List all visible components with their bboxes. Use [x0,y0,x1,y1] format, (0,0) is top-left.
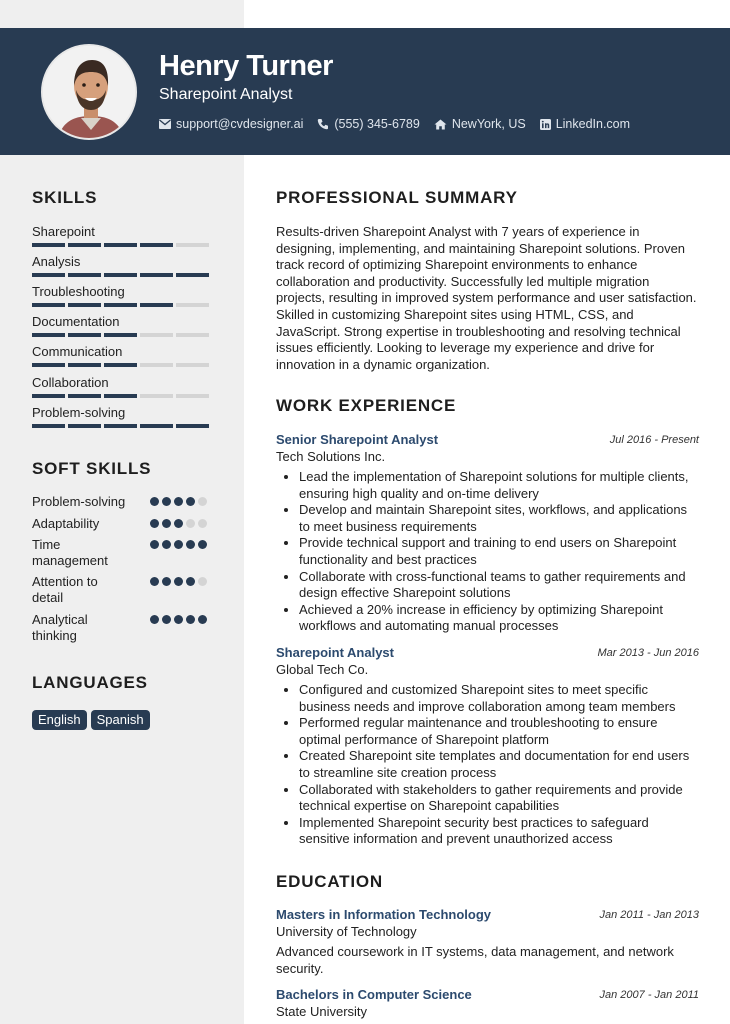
job-bullet: • Implemented Sharepoint security best practices to safeguard sensitive information and prevent unauthorized access [299,815,699,848]
skill-bar-segment [140,273,173,277]
education-description: Advanced coursework in IT systems, data management, and network security. [276,944,674,976]
contact-location [434,117,526,131]
rating-dot [162,615,171,624]
education-date: Jan 2011 - Jan 2013 [599,909,699,921]
skill-bar-segment [176,303,209,307]
rating-dot [186,615,195,624]
linkedin-icon [540,119,551,130]
rating-dot [198,519,207,528]
home-icon [434,119,447,130]
job-company: Global Tech Co. [276,662,369,677]
rating-dot [186,519,195,528]
skill-bar-segment [104,303,137,307]
profile-photo [43,46,137,140]
soft-skill-label: Problem-solving [32,494,126,509]
candidate-name: Henry Turner [159,50,333,82]
rating-dot [174,540,183,549]
job-date: Mar 2013 - Jun 2016 [597,647,699,659]
soft-skill-item [32,574,212,606]
rating-dot [186,577,195,586]
job-bullets [276,469,699,635]
skill-bar [32,394,212,398]
phone-icon [317,118,329,130]
skill-label: Collaboration [32,375,109,390]
skills-heading: SKILLS [32,188,98,207]
language-tag: English [32,710,87,730]
skill-bar-segment [176,333,209,337]
school-name: University of Technology [276,924,417,939]
job-bullet: • Configured and customized Sharepoint sites to meet specific business needs and improve collaboration among team members [299,682,699,715]
rating-dot [150,577,159,586]
summary-text: Results-driven Sharepoint Analyst with 7 years of experience in designing, implementing, and maintaining Sharepoint solutions. Proven track record of optimizing Sharepoint environments to enhance collaboration and productivity. Successfully led multiple migration projects, resulting in improved system performance and user satisfaction. Skilled in customizing Sharepoint sites using HTML, CSS, and JavaScript. Strong expertise in troubleshooting and resolving technical issues efficiently. Looking to leverage my experience and drive for innovation in a dynamic organization. [276,224,697,372]
job-bullet: • Collaborated with stakeholders to gather requirements and provide technical expertise on Sharepoint capabilities [299,782,699,815]
soft-skill-item [32,537,212,569]
skill-bar-segment [68,273,101,277]
language-list [32,710,154,730]
rating-dot [162,540,171,549]
skill-bar-segment [104,333,137,337]
resume-header [0,28,730,155]
skill-bar [32,303,212,307]
skill-bar-segment [140,243,173,247]
contact-location-text: NewYork, US [451,117,526,131]
job-title: Senior Sharepoint Analyst [276,432,439,447]
education-heading: EDUCATION [276,872,383,891]
rating-dot [174,519,183,528]
skill-bar-segment [176,424,209,428]
soft-skill-item [32,494,212,510]
skill-bar-segment [32,273,65,277]
languages-heading: LANGUAGES [32,673,148,692]
skill-bar-segment [68,394,101,398]
skill-label: Problem-solving [32,405,126,420]
soft-skills-heading: SOFT SKILLS [32,459,152,478]
skill-bar-segment [32,363,65,367]
rating-dot [174,497,183,506]
skill-bar-segment [68,243,101,247]
skill-bar [32,333,212,337]
skill-label: Communication [32,344,123,359]
soft-skill-label: Attention to detail [32,574,98,605]
skill-bar-segment [32,333,65,337]
rating-dot [150,540,159,549]
avatar [41,44,137,140]
skill-bar-segment [176,273,209,277]
skill-label: Sharepoint [32,224,95,239]
soft-skill-rating [150,615,210,624]
soft-skill-rating [150,577,210,586]
degree-title: Masters in Information Technology [276,907,492,922]
skill-bar-segment [104,273,137,277]
job-date: Jul 2016 - Present [609,434,699,446]
job-bullet: • Lead the implementation of Sharepoint solutions for multiple clients, ensuring high quality and on-time delivery [299,469,699,502]
skill-bar-segment [104,394,137,398]
skill-bar-segment [140,394,173,398]
skill-item [32,344,212,360]
skill-bar [32,243,212,247]
skill-item [32,224,212,240]
skill-bar-segment [32,394,65,398]
rating-dot [150,519,159,528]
job-entry [276,432,699,635]
job-bullet: • Achieved a 20% increase in efficiency by optimizing Sharepoint workflows and automating manual processes [299,602,699,635]
rating-dot [162,519,171,528]
job-bullet: • Performed regular maintenance and troubleshooting to ensure optimal performance of Sharepoint platform [299,715,699,748]
skill-bar-segment [32,303,65,307]
soft-skill-label: Time management [32,537,108,568]
rating-dot [150,615,159,624]
skill-bar-segment [176,243,209,247]
skill-bar-segment [104,424,137,428]
email-icon [159,119,171,129]
skill-bar-segment [32,424,65,428]
contact-phone[interactable] [317,117,419,131]
rating-dot [174,615,183,624]
language-tag: Spanish [91,710,150,730]
job-entry [276,645,699,848]
contact-linkedin[interactable] [540,117,630,131]
rating-dot [150,497,159,506]
contact-linkedin-text: LinkedIn.com [555,117,631,131]
job-bullet: • Collaborate with cross-functional teams to gather requirements and design effective Sharepoint solutions [299,569,699,602]
skill-bar-segment [68,303,101,307]
skill-label: Documentation [32,314,120,329]
soft-skill-rating [150,519,210,528]
job-bullet: • Created Sharepoint site templates and documentation for end users to streamline site creation process [299,748,699,781]
summary-heading: PROFESSIONAL SUMMARY [276,188,518,207]
skill-bar [32,363,212,367]
rating-dot [162,577,171,586]
skill-bar [32,273,212,277]
skill-bar-segment [68,333,101,337]
contact-email[interactable] [159,117,303,131]
skill-bar-segment [140,363,173,367]
education-entry [276,907,699,977]
soft-skill-label: Analytical thinking [32,612,88,643]
job-bullet: • Develop and maintain Sharepoint sites, workflows, and applications to meet business requirements [299,502,699,535]
job-bullets [276,682,699,848]
rating-dot [198,615,207,624]
school-name: State University [276,1004,368,1019]
rating-dot [174,577,183,586]
rating-dot [186,497,195,506]
contact-email-text: support@cvdesigner.ai [176,117,304,131]
rating-dot [162,497,171,506]
education-entry [276,987,699,1020]
job-company: Tech Solutions Inc. [276,449,386,464]
candidate-title: Sharepoint Analyst [159,86,293,103]
soft-skill-rating [150,540,210,549]
skill-bar-segment [140,333,173,337]
skill-label: Troubleshooting [32,284,125,299]
job-title: Sharepoint Analyst [276,645,394,660]
skill-item [32,254,212,270]
skill-item [32,284,212,300]
soft-skill-label: Adaptability [32,516,100,531]
soft-skill-item [32,516,212,532]
soft-skill-rating [150,497,210,506]
skill-bar-segment [176,394,209,398]
contact-bar [159,117,644,131]
degree-title: Bachelors in Computer Science [276,987,472,1002]
job-bullet: • Provide technical support and training to end users on Sharepoint functionality and best practices [299,535,699,568]
rating-dot [198,497,207,506]
work-heading: WORK EXPERIENCE [276,396,457,415]
skill-bar-segment [104,243,137,247]
education-date: Jan 2007 - Jan 2011 [599,989,699,1001]
skill-item [32,405,212,421]
skill-item [32,314,212,330]
rating-dot [198,540,207,549]
skill-bar-segment [176,363,209,367]
skill-bar [32,424,212,428]
skill-bar-segment [68,424,101,428]
rating-dot [198,577,207,586]
skill-bar-segment [32,243,65,247]
skill-item [32,375,212,391]
skill-bar-segment [104,363,137,367]
rating-dot [186,540,195,549]
skill-bar-segment [68,363,101,367]
contact-phone-text: (555) 345-6789 [334,117,420,131]
skill-bar-segment [140,303,173,307]
skill-bar-segment [140,424,173,428]
soft-skill-item [32,612,212,644]
skill-label: Analysis [32,254,81,269]
